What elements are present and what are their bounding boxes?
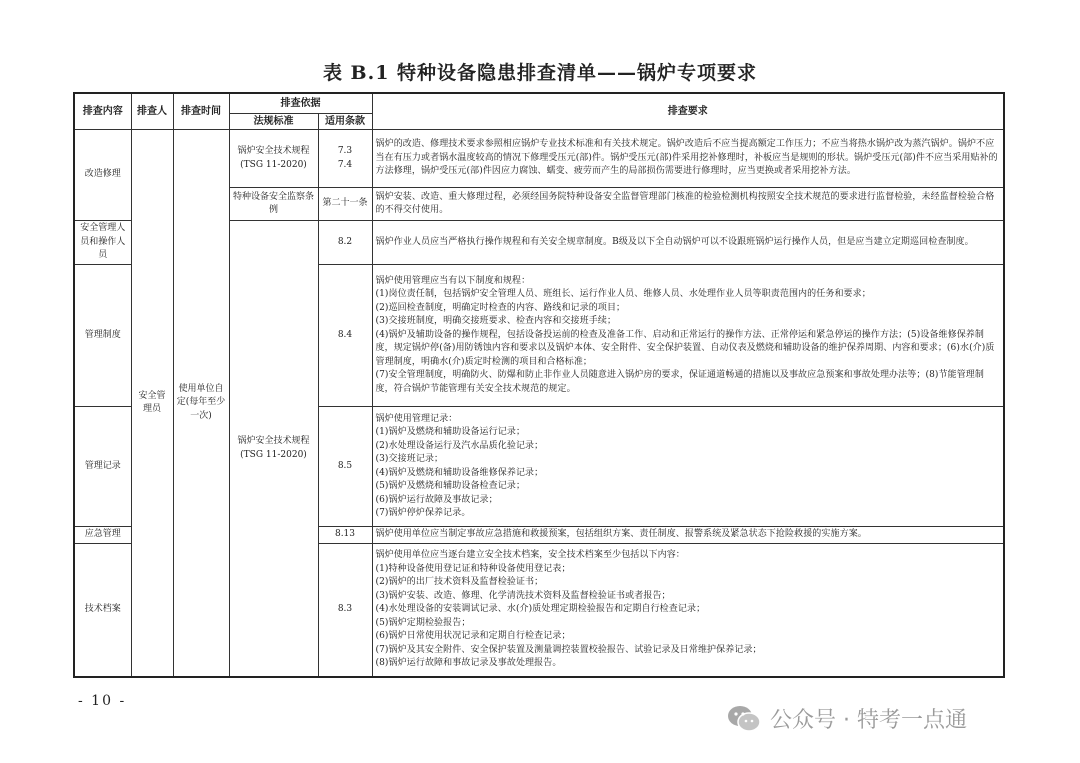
row-clause: 8.5 [318,407,372,527]
row-req: 锅炉使用单位应当制定事故应急措施和救援预案，包括组织方案、责任制度、报警系统及紧急状态下抢险救援的实施方案。 [372,527,1004,544]
header-content: 排查内容 [74,93,131,130]
row-content: 安全管理人员和操作人员 [74,221,131,265]
header-person: 排查人 [131,93,173,130]
row-clause: 8.13 [318,527,372,544]
watermark [726,703,967,734]
row-content: 改造修理 [74,130,131,221]
row-law: 锅炉安全技术规程(TSG 11-2020) [229,130,318,188]
wechat-icon [726,704,762,734]
page-number: - 10 - [78,693,127,709]
row-content: 应急管理 [74,527,131,544]
shared-law: 锅炉安全技术规程(TSG 11-2020) [229,221,318,678]
row-clause: 8.2 [318,221,372,265]
row-req: 锅炉使用管理记录： (1)锅炉及燃烧和辅助设备运行记录； (2)水处理设备运行及汽水品质化验记录； (3)交接班记录； (4)锅炉及燃烧和辅助设备维修保养记录； (5)锅炉及燃烧和辅助设备检查记录； (6)锅炉运行故障及事故记录； (7)锅炉停炉保养记录。 [372,407,1004,527]
header-clause: 适用条款 [318,113,372,130]
shared-person: 安全管理员 [131,130,173,678]
header-law: 法规标准 [229,113,318,130]
row-req: 锅炉作业人员应当严格执行操作规程和有关安全规章制度。B级及以下全自动锅炉可以不设跟班锅炉运行操作人员，但是应当建立定期巡回检查制度。 [372,221,1004,265]
row-req: 锅炉使用单位应当逐台建立安全技术档案，安全技术档案至少包括以下内容： (1)特种设备使用登记证和特种设备使用登记表； (2)锅炉的出厂技术资料及监督检验证书； (3)锅炉安装、改造、修理、化学清洗技术资料及监督检验证书或者报告； (4)水处理设备的安装调试记录、水(介)质处理定期检验报告和定期自行检查记录； (5)锅炉定期检验报告； (6)锅炉日常使用状况记录和定期自行检查记录； (7)锅炉及其安全附件、安全保护装置及测量调控装置校验报告、试验记录及日常维护保养记录； (8)锅炉运行故障和事故记录及事故处理报告。 [372,543,1004,677]
row-content: 管理记录 [74,407,131,527]
row-content: 技术档案 [74,543,131,677]
row-req: 锅炉的改造、修理技术要求参照相应锅炉专业技术标准和有关技术规定。锅炉改造后不应当提高额定工作压力；不应当将热水锅炉改为蒸汽锅炉。锅炉不应当在有压力或者锅水温度较高的情况下修理受压元(部)件。锅炉受压元(部)件采用挖补修理时，补板应当是规则的形状。锅炉受压元(部)件不应当采用贴补的方法修理，锅炉受压元(部)件因应力腐蚀、蠕变、疲劳而产生的局部损伤需要进行修理时，应当更换或者采用挖补方法。 [372,130,1004,188]
row-law: 特种设备安全监察条例 [229,188,318,221]
header-basis: 排查依据 [229,93,372,113]
header-time: 排查时间 [173,93,229,130]
table-row [74,130,1004,188]
inspection-table [73,92,1005,678]
header-req: 排查要求 [372,93,1004,130]
row-clause: 8.4 [318,265,372,407]
row-content: 管理制度 [74,265,131,407]
row-clause: 7.3 7.4 [318,130,372,188]
row-req: 锅炉使用管理应当有以下制度和规程： (1)岗位责任制，包括锅炉安全管理人员、班组长、运行作业人员、维修人员、水处理作业人员等职责范围内的任务和要求； (2)巡回检查制度，明确定时检查的内容、路线和记录的项目； (3)交接班制度，明确交接班要求、检查内容和交接班手续； (4)锅炉及辅助设备的操作规程，包括设备投运前的检查及准备工作、启动和正常运行的操作方法、正常停运和紧急停运的操作方法；(5)设备维修保养制度，规定锅炉停(备)用防锈蚀内容和要求以及锅炉本体、安全附件、安全保护装置、自动仪表及燃烧和辅助设备的维护保养周期、内容和要求；(6)水(介)质管理制度，明确水(介)质定时检测的项目和合格标准； (7)安全管理制度，明确防火、防爆和防止非作业人员随意进入锅炉房的要求，保证通道畅通的措施以及事故应急预案和事故处理办法等；(8)节能管理制度，符合锅炉节能管理有关安全技术规范的规定。 [372,265,1004,407]
row-clause: 8.3 [318,543,372,677]
row-clause: 第二十一条 [318,188,372,221]
table-title: 表 B.1 特种设备隐患排查清单——锅炉专项要求 [322,62,758,84]
watermark-text: 公众号 · 特考一点通 [770,708,967,733]
shared-time: 使用单位自定(每年至少一次) [173,130,229,678]
row-req: 锅炉安装、改造、重大修理过程，必须经国务院特种设备安全监督管理部门核准的检验检测机构按照安全技术规范的要求进行监督检验，未经监督检验合格的不得交付使用。 [372,188,1004,221]
